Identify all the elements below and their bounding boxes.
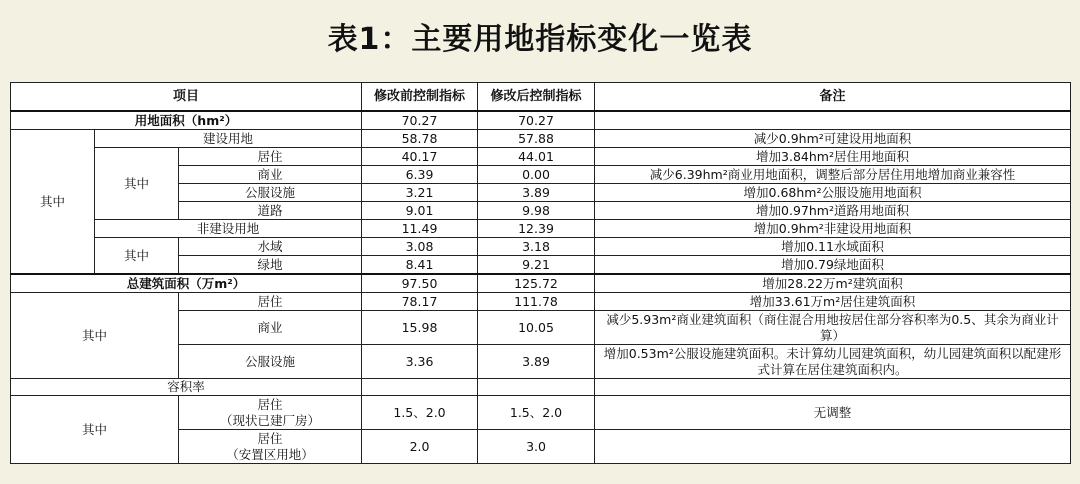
group-label: 其中 bbox=[95, 148, 179, 220]
row-label: 绿地 bbox=[179, 256, 362, 275]
land-index-table bbox=[10, 82, 1071, 464]
cell-before: 11.49 bbox=[362, 220, 478, 238]
header-before: 修改前控制指标 bbox=[362, 83, 478, 112]
table-row bbox=[11, 148, 1071, 166]
cell-after: 10.05 bbox=[478, 311, 595, 345]
table-row bbox=[11, 293, 1071, 311]
cell-note: 减少6.39hm²商业用地面积，调整后部分居住用地增加商业兼容性 bbox=[595, 166, 1071, 184]
row-label: 商业 bbox=[179, 311, 362, 345]
cell-note: 增加0.11水域面积 bbox=[595, 238, 1071, 256]
table-row bbox=[11, 396, 1071, 430]
cell-note: 增加0.53m²公服设施建筑面积。未计算幼儿园建筑面积，幼儿园建筑面积以配建形式计算在居住建筑面积内。 bbox=[595, 345, 1071, 379]
row-label: 用地面积（hm²） bbox=[11, 111, 362, 130]
row-label: 建设用地 bbox=[95, 130, 362, 148]
cell-note bbox=[595, 430, 1071, 464]
table-row bbox=[11, 379, 1071, 396]
row-label: 道路 bbox=[179, 202, 362, 220]
row-label-line2: （安置区用地） bbox=[226, 446, 314, 462]
cell-note: 增加33.61万m²居住建筑面积 bbox=[595, 293, 1071, 311]
row-label bbox=[179, 430, 362, 464]
row-label: 居住 bbox=[179, 148, 362, 166]
row-label-line2: （现状已建厂房） bbox=[220, 412, 321, 428]
cell-before: 70.27 bbox=[362, 111, 478, 130]
cell-note: 增加0.97hm²道路用地面积 bbox=[595, 202, 1071, 220]
cell-note: 增加3.84hm²居住用地面积 bbox=[595, 148, 1071, 166]
table-row bbox=[11, 238, 1071, 256]
cell-after: 125.72 bbox=[478, 274, 595, 293]
cell-note: 增加0.68hm²公服设施用地面积 bbox=[595, 184, 1071, 202]
cell-note bbox=[595, 379, 1071, 396]
cell-before: 3.21 bbox=[362, 184, 478, 202]
cell-before: 58.78 bbox=[362, 130, 478, 148]
row-label: 公服设施 bbox=[179, 345, 362, 379]
cell-note: 无调整 bbox=[595, 396, 1071, 430]
row-label: 总建筑面积（万m²） bbox=[11, 274, 362, 293]
group-label: 其中 bbox=[11, 130, 95, 275]
cell-before bbox=[362, 379, 478, 396]
cell-after: 1.5、2.0 bbox=[478, 396, 595, 430]
cell-after: 9.98 bbox=[478, 202, 595, 220]
row-label bbox=[179, 396, 362, 430]
cell-after: 3.89 bbox=[478, 345, 595, 379]
group-label: 其中 bbox=[11, 293, 179, 379]
cell-after bbox=[478, 379, 595, 396]
cell-note: 增加28.22万m²建筑面积 bbox=[595, 274, 1071, 293]
cell-after: 111.78 bbox=[478, 293, 595, 311]
table-row bbox=[11, 274, 1071, 293]
table-row bbox=[11, 220, 1071, 238]
cell-after: 3.18 bbox=[478, 238, 595, 256]
group-label: 其中 bbox=[95, 238, 179, 275]
cell-note bbox=[595, 111, 1071, 130]
cell-note: 减少5.93m²商业建筑面积（商住混合用地按居住部分容积率为0.5、其余为商业计算） bbox=[595, 311, 1071, 345]
header-after: 修改后控制指标 bbox=[478, 83, 595, 112]
cell-note: 增加0.9hm²非建设用地面积 bbox=[595, 220, 1071, 238]
cell-after: 57.88 bbox=[478, 130, 595, 148]
group-label: 其中 bbox=[11, 396, 179, 464]
header-item: 项目 bbox=[11, 83, 362, 112]
row-label-line1: 居住 bbox=[257, 430, 283, 446]
cell-after: 0.00 bbox=[478, 166, 595, 184]
row-label: 公服设施 bbox=[179, 184, 362, 202]
table-row bbox=[11, 130, 1071, 148]
cell-before: 40.17 bbox=[362, 148, 478, 166]
cell-before: 2.0 bbox=[362, 430, 478, 464]
row-label: 非建设用地 bbox=[95, 220, 362, 238]
cell-note: 减少0.9hm²可建设用地面积 bbox=[595, 130, 1071, 148]
cell-before: 3.36 bbox=[362, 345, 478, 379]
row-label: 居住 bbox=[179, 293, 362, 311]
page-title: 表1：主要用地指标变化一览表 bbox=[327, 22, 753, 57]
cell-after: 3.0 bbox=[478, 430, 595, 464]
row-label: 容积率 bbox=[11, 379, 362, 396]
header-row bbox=[11, 83, 1071, 112]
cell-note: 增加0.79绿地面积 bbox=[595, 256, 1071, 275]
cell-before: 8.41 bbox=[362, 256, 478, 275]
cell-after: 70.27 bbox=[478, 111, 595, 130]
cell-after: 9.21 bbox=[478, 256, 595, 275]
cell-after: 12.39 bbox=[478, 220, 595, 238]
cell-before: 15.98 bbox=[362, 311, 478, 345]
row-label-line1: 居住 bbox=[257, 396, 283, 412]
cell-before: 3.08 bbox=[362, 238, 478, 256]
cell-before: 78.17 bbox=[362, 293, 478, 311]
row-label: 商业 bbox=[179, 166, 362, 184]
table-row bbox=[11, 111, 1071, 130]
cell-before: 97.50 bbox=[362, 274, 478, 293]
cell-before: 6.39 bbox=[362, 166, 478, 184]
header-note: 备注 bbox=[595, 83, 1071, 112]
cell-after: 3.89 bbox=[478, 184, 595, 202]
cell-before: 9.01 bbox=[362, 202, 478, 220]
row-label: 水域 bbox=[179, 238, 362, 256]
cell-before: 1.5、2.0 bbox=[362, 396, 478, 430]
cell-after: 44.01 bbox=[478, 148, 595, 166]
